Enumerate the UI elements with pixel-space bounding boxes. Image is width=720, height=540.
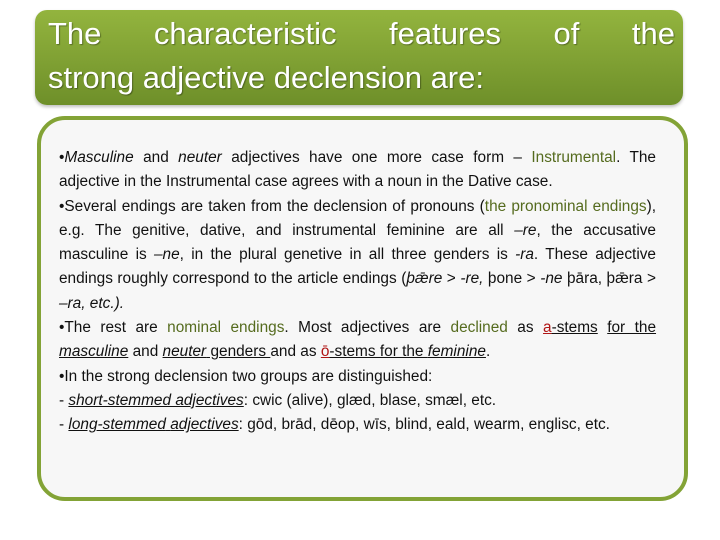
content-panel [37, 116, 688, 501]
term-feminine: feminine [427, 343, 486, 361]
text-run: ), e.g. The genitive, dative, and instrumental feminine are all [59, 197, 656, 239]
term-declined: declined [450, 319, 508, 337]
text-run: as [507, 319, 544, 337]
article-thaere: þǣre [406, 270, 443, 288]
ending-re: –re [514, 221, 537, 239]
text-run: and [128, 343, 163, 361]
term-pronominal-endings: the pronominal endings [484, 197, 647, 215]
dash-short-stemmed [59, 389, 656, 413]
text-run: The rest are [64, 319, 168, 337]
term-neuter-2: neuter [162, 343, 207, 361]
text-run: adjectives have one more case form – [221, 149, 532, 166]
ending-ra: -ra [515, 246, 534, 264]
bullet-masculine-neuter [59, 146, 656, 195]
title-word: features [389, 16, 502, 51]
ending-re-2: -re, [460, 270, 484, 288]
term-long-stemmed: long-stemmed [68, 416, 166, 434]
bullet-glyph: • [59, 149, 65, 166]
text-run: > [442, 270, 461, 288]
ending-ne-2: -ne [540, 270, 563, 288]
text-run: . Most adjectives are [284, 319, 451, 337]
text-run: for the [607, 319, 657, 337]
term-short-stemmed: short-stemmed adjectives [68, 391, 244, 409]
term-o-stems: -stems for the [329, 343, 428, 361]
text-run: and [133, 149, 179, 166]
ending-ra-2: –ra, etc.). [59, 294, 125, 312]
title-word: The [48, 16, 102, 51]
term-a-stems: -stems [551, 319, 598, 337]
title-line-2: strong adjective declension are: [48, 60, 484, 95]
ending-ne: –ne [153, 246, 180, 264]
text-run: : gōd, brād, dēop, wīs, blind, eald, wearm, englisc, etc. [238, 416, 610, 434]
bullet-glyph: • [59, 197, 65, 215]
dash-glyph: - [59, 416, 69, 434]
bullet-glyph: • [59, 319, 65, 337]
term-neuter: neuter [178, 149, 222, 166]
text-run: Several endings are taken from the declension of pronouns ( [64, 197, 485, 215]
title-word: characteristic [153, 16, 337, 51]
text-run: , in the plural genetive in all three genders is [179, 246, 516, 264]
term-nominal-endings: nominal endings [167, 319, 285, 337]
term-adjectives: adjectives [170, 416, 239, 434]
term-masculine-2: masculine [59, 343, 129, 361]
text-run: In the strong declension two groups are distinguished: [64, 367, 433, 385]
bullet-pronominal-endings [59, 195, 656, 316]
title-banner [35, 10, 683, 105]
term-masculine: Masculine [64, 149, 134, 166]
bullet-glyph: • [59, 367, 65, 385]
text-run: genders [206, 343, 271, 361]
text-run: . [616, 149, 621, 166]
title-line-1 [48, 12, 675, 56]
text-run: . These adjective endings roughly correspond to the article endings ( [59, 246, 656, 288]
text-run: and as [270, 343, 321, 361]
text-run: , the accusative masculine is [59, 221, 656, 264]
term-a-letter: a [543, 319, 552, 337]
text-run: The adjective in the Instrumental case agrees with a noun in the Dative case. [59, 149, 656, 191]
title-word: the [631, 16, 675, 51]
text-run: . [485, 343, 491, 361]
bullet-two-groups [59, 365, 656, 389]
bullet-nominal-endings [59, 316, 656, 365]
dash-long-stemmed [59, 413, 656, 437]
text-run: : cwic (alive), glæd, blase, smæl, etc. [243, 391, 497, 409]
text-run: þāra, þǣra > [562, 270, 656, 288]
term-o-letter: ō [320, 343, 330, 361]
text-run: þone > [483, 270, 541, 288]
term-instrumental: Instrumental [531, 149, 617, 166]
dash-glyph: - [59, 391, 69, 409]
title-word: of [553, 16, 580, 51]
